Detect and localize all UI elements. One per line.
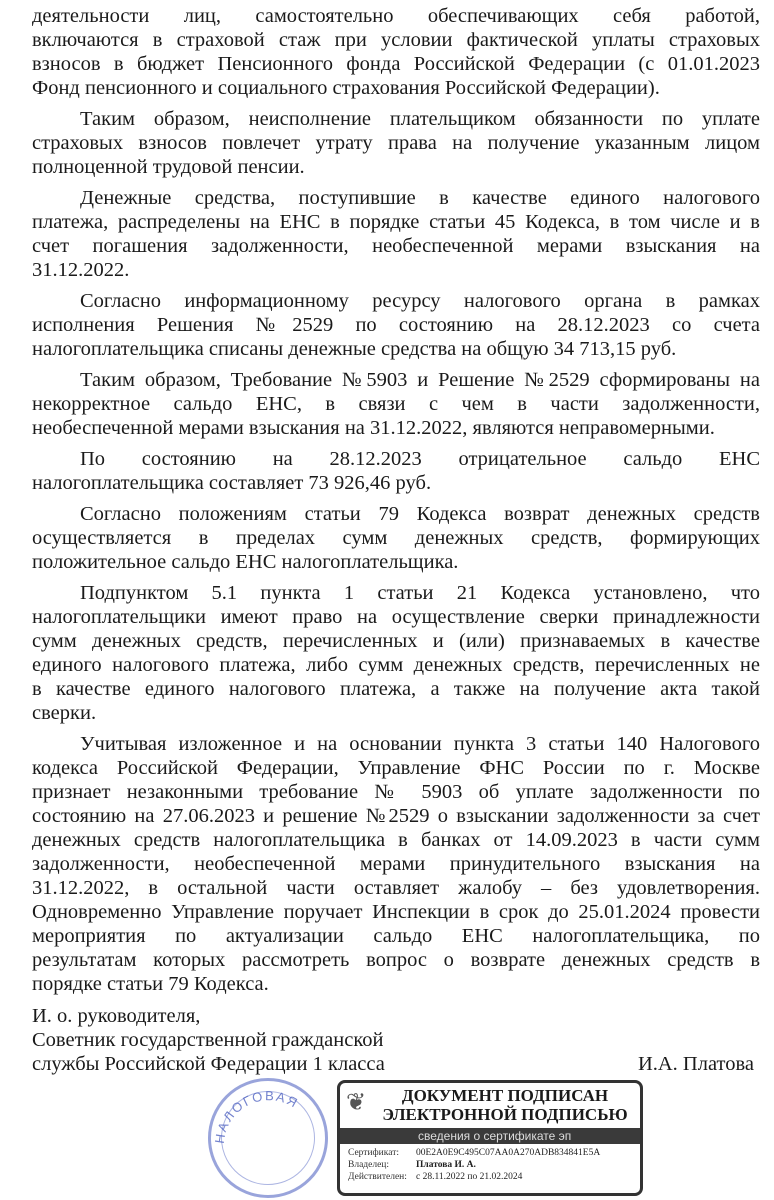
text-line: страховых взносов повлечет утрату права на получение указанным лицом: [32, 132, 760, 154]
owner-label: Владелец:: [348, 1160, 390, 1170]
owner-value: Платова И. А.: [416, 1160, 476, 1170]
text-line: состоянию на 27.06.2023 и решение №2529 о взыскании задолженности за счет: [32, 805, 760, 827]
text-line: необеспеченной мерами взыскания на 31.12.2022, являются неправомерными.: [32, 417, 715, 439]
text-line: Таким образом, Требование №5903 и Решение №2529 сформированы на: [80, 369, 760, 391]
text-line: полноценной трудовой пенсии.: [32, 156, 305, 178]
text-line: деятельности лиц, самостоятельно обеспечивающих себя работой,: [32, 5, 760, 27]
text-line: Подпунктом 5.1 пункта 1 статьи 21 Кодекса установлено, что: [80, 582, 760, 604]
text-line: кодекса Российской Федерации, Управление ФНС России по г. Москве: [32, 757, 760, 779]
svg-text:НАЛОГОВАЯ: НАЛОГОВАЯ: [211, 1088, 302, 1145]
text-line: исполнения Решения №2529 по состоянию на 28.12.2023 со счета: [32, 314, 760, 336]
seal-lettering: [208, 1078, 328, 1198]
text-line: сверки.: [32, 702, 97, 724]
stamp-validity-row: [340, 1171, 640, 1183]
stamp-title-2: ЭЛЕКТРОННОЙ ПОДПИСЬЮ: [382, 1105, 628, 1124]
text-line: Учитывая изложенное и на основании пункта 3 статьи 140 Налогового: [80, 733, 760, 755]
paragraph: [32, 368, 760, 440]
stamp-owner-row: [340, 1159, 640, 1171]
paragraph: [32, 502, 760, 574]
cert-value: 00E2A0E9C495C07AA0A270ADB834841E5A: [416, 1148, 601, 1158]
text-line: 31.12.2022.: [32, 259, 130, 281]
text-line: включаются в страховой стаж при условии фактической уплаты страховых: [32, 29, 760, 51]
signatory-position-class: службы Российской Федерации 1 класса: [32, 1053, 385, 1075]
text-line: мероприятия по актуализации сальдо ЕНС налогоплательщика, по: [32, 925, 760, 947]
paragraph: [32, 732, 760, 996]
text-line: задолженности, необеспеченной мерами принудительного взыскания на: [32, 853, 760, 875]
stamp-certificate-row: [340, 1147, 640, 1159]
stamp-certificate-bar: сведения о сертификате эп: [340, 1128, 640, 1144]
signatory-name: И.А. Платова: [637, 1053, 754, 1075]
text-line: счет погашения задолженности, необеспеченной мерами взыскания на: [32, 235, 760, 257]
text-line: взносов в бюджет Пенсионного фонда Российской Федерации (с 01.01.2023: [32, 53, 760, 75]
cert-label: Сертификат:: [348, 1148, 400, 1158]
signatory-position: Советник государственной гражданской: [32, 1029, 384, 1051]
text-line: 31.12.2022, в остальной части оставляет жалобу – без удовлетворения.: [32, 877, 760, 899]
text-line: порядке статьи 79 Кодекса.: [32, 973, 269, 995]
text-line: Таким образом, неисполнение плательщиком обязанности по уплате: [80, 108, 760, 130]
signatory-title: И. о. руководителя,: [32, 1005, 201, 1027]
text-line: сумм денежных средств, перечисленных и (или) признаваемых в качестве: [32, 630, 760, 652]
electronic-signature-stamp: [337, 1080, 643, 1196]
text-line: некорректное сальдо ЕНС, в связи с чем в части задолженности,: [32, 393, 760, 415]
text-line: положительное сальдо ЕНС налогоплательщика.: [32, 551, 459, 573]
valid-value: с 28.11.2022 по 21.02.2024: [416, 1172, 523, 1182]
text-line: налогоплательщика составляет 73 926,46 руб.: [32, 472, 432, 494]
text-line: Денежные средства, поступившие в качестве единого налогового: [80, 187, 760, 209]
text-line: По состоянию на 28.12.2023 отрицательное сальдо ЕНС: [80, 448, 760, 470]
paragraph: [32, 186, 760, 282]
text-line: налогоплательщика списаны денежные средства на общую 34 713,15 руб.: [32, 338, 677, 360]
text-line: Одновременно Управление поручает Инспекции в срок до 25.01.2024 провести: [32, 901, 760, 923]
coat-of-arms-icon: ❦: [346, 1090, 367, 1116]
text-line: единого налогового платежа, либо сумм денежных средств, перечисленных не: [32, 654, 760, 676]
paragraph: [32, 581, 760, 725]
text-line: осуществляется в пределах сумм денежных средств, формирующих: [32, 527, 760, 549]
text-line: Фонд пенсионного и социального страхования Российской Федерации).: [32, 77, 660, 99]
stamp-title-1: ДОКУМЕНТ ПОДПИСАН: [401, 1086, 609, 1105]
text-line: платежа, распределены на ЕНС в порядке статьи 45 Кодекса, в том числе и в: [32, 211, 760, 233]
paragraph: [32, 447, 760, 495]
text-line: Согласно положениям статьи 79 Кодекса возврат денежных средств: [80, 503, 760, 525]
paragraph: [32, 4, 760, 100]
valid-label: Действителен:: [348, 1172, 407, 1182]
text-line: налогоплательщики имеют право на осуществление сверки принадлежности: [32, 606, 760, 628]
official-seal: [208, 1078, 328, 1198]
text-line: Согласно информационному ресурсу налогового органа в рамках: [80, 290, 760, 312]
paragraph: [32, 289, 760, 361]
text-line: признает незаконными требование № 5903 об уплате задолженности по: [32, 781, 760, 803]
text-line: денежных средств налогоплательщика в банках от 14.09.2023 в части сумм: [32, 829, 760, 851]
text-line: результатам которых рассмотреть вопрос о возврате денежных средств в: [32, 949, 760, 971]
paragraph: [32, 107, 760, 179]
document-body: [32, 4, 760, 1003]
text-line: в качестве единого налогового платежа, а также на получение акта такой: [32, 678, 760, 700]
